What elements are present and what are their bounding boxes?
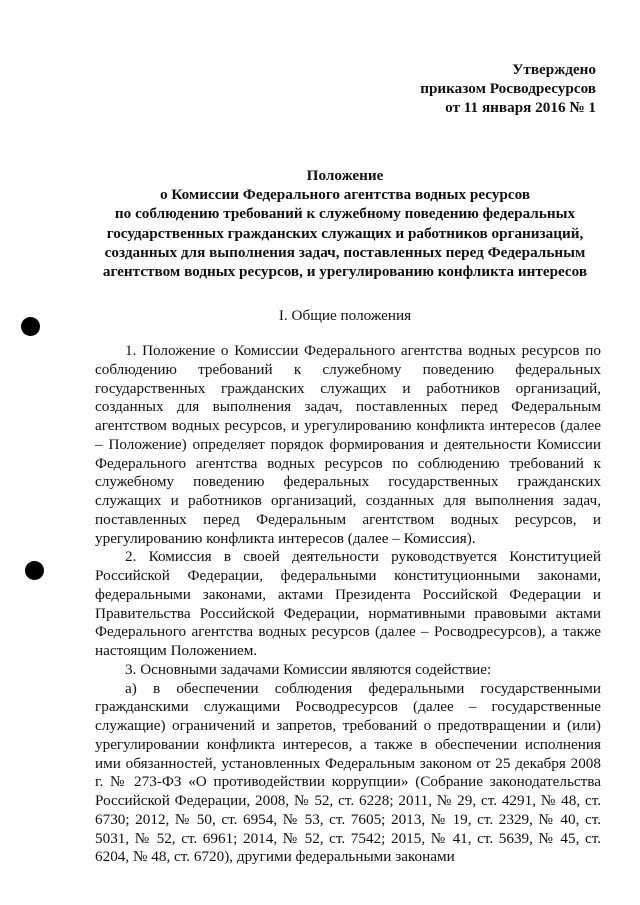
section-heading: I. Общие положения [278,307,412,324]
document-body [95,342,601,867]
approval-line: от 11 января 2016 № 1 [445,99,596,116]
title-line: агентством водных ресурсов, и урегулированию конфликта интересов [102,263,588,281]
paragraph: 2. Комиссия в своей деятельности руководствуется Конституцией Российской Федерации, федеральными конституционными законами, федеральными законами, актами Президента Российской Федерации и Правительства Российской Федерации, нормативными правовыми актами Федерального агентства водных ресурсов (далее – Росводресурсов), а также настоящим Положением. [95,548,601,659]
paragraph: 1. Положение о Комиссии Федерального агентства водных ресурсов по соблюдению требований к служебному поведению федеральных государственных гражданских служащих и работников организаций, созданных для выполнения задач, поставленных перед Федеральным агентством водных ресурсов, и урегулированию конфликта интересов (далее – Положение) определяет порядок формирования и деятельности Комиссии Федерального агентства водных ресурсов по соблюдению требований к служебному поведению федеральных государственных гражданских служащих и работников организаций, созданных для выполнения задач, поставленных перед Федеральным агентством водных ресурсов, и урегулированию конфликта интересов (далее – Комиссия). [95,342,601,547]
title-line: о Комиссии Федерального агентства водных ресурсов [159,186,531,204]
binder-hole-mark [25,561,44,580]
approval-line: Утверждено [512,61,596,78]
binder-hole-mark [21,317,40,336]
paragraph: 3. Основными задачами Комиссии являются содействие: [125,660,492,678]
paragraph: а) в обеспечении соблюдения федеральными государственными гражданскими служащими Росводресурсов (далее – государственные служащие) ограничений и запретов, требований о предотвращении и (или) урегулировании конфликта интересов, а также в обеспечении исполнения ими обязанностей, установленных Федеральным законом от 25 декабря 2008 г. № 273-ФЗ «О противодействии коррупции» (Собрание законодательства Российской Федерации, 2008, № 52, ст. 6228; 2011, № 29, ст. 4291, № 48, ст. 6730; 2012, № 50, ст. 6954, № 53, ст. 7605; 2013, № 19, ст. 2329, № 40, ст. 5031, № 52, ст. 6961; 2014, № 52, ст. 7542; 2015, № 41, ст. 5639, № 45, ст. 6204, № 48, ст. 6720), другими федеральными законами [95,679,601,866]
title-line: созданных для выполнения задач, поставленных перед Федеральным [104,243,586,261]
title-line: Положение [306,167,384,184]
approval-stamp [420,60,596,117]
approval-line: приказом Росводресурсов [420,80,596,97]
title-line: государственных гражданских служащих и работников организаций, [106,224,584,242]
title-line: по соблюдению требований к служебному поведению федеральных [114,205,576,223]
document-title [90,166,600,281]
